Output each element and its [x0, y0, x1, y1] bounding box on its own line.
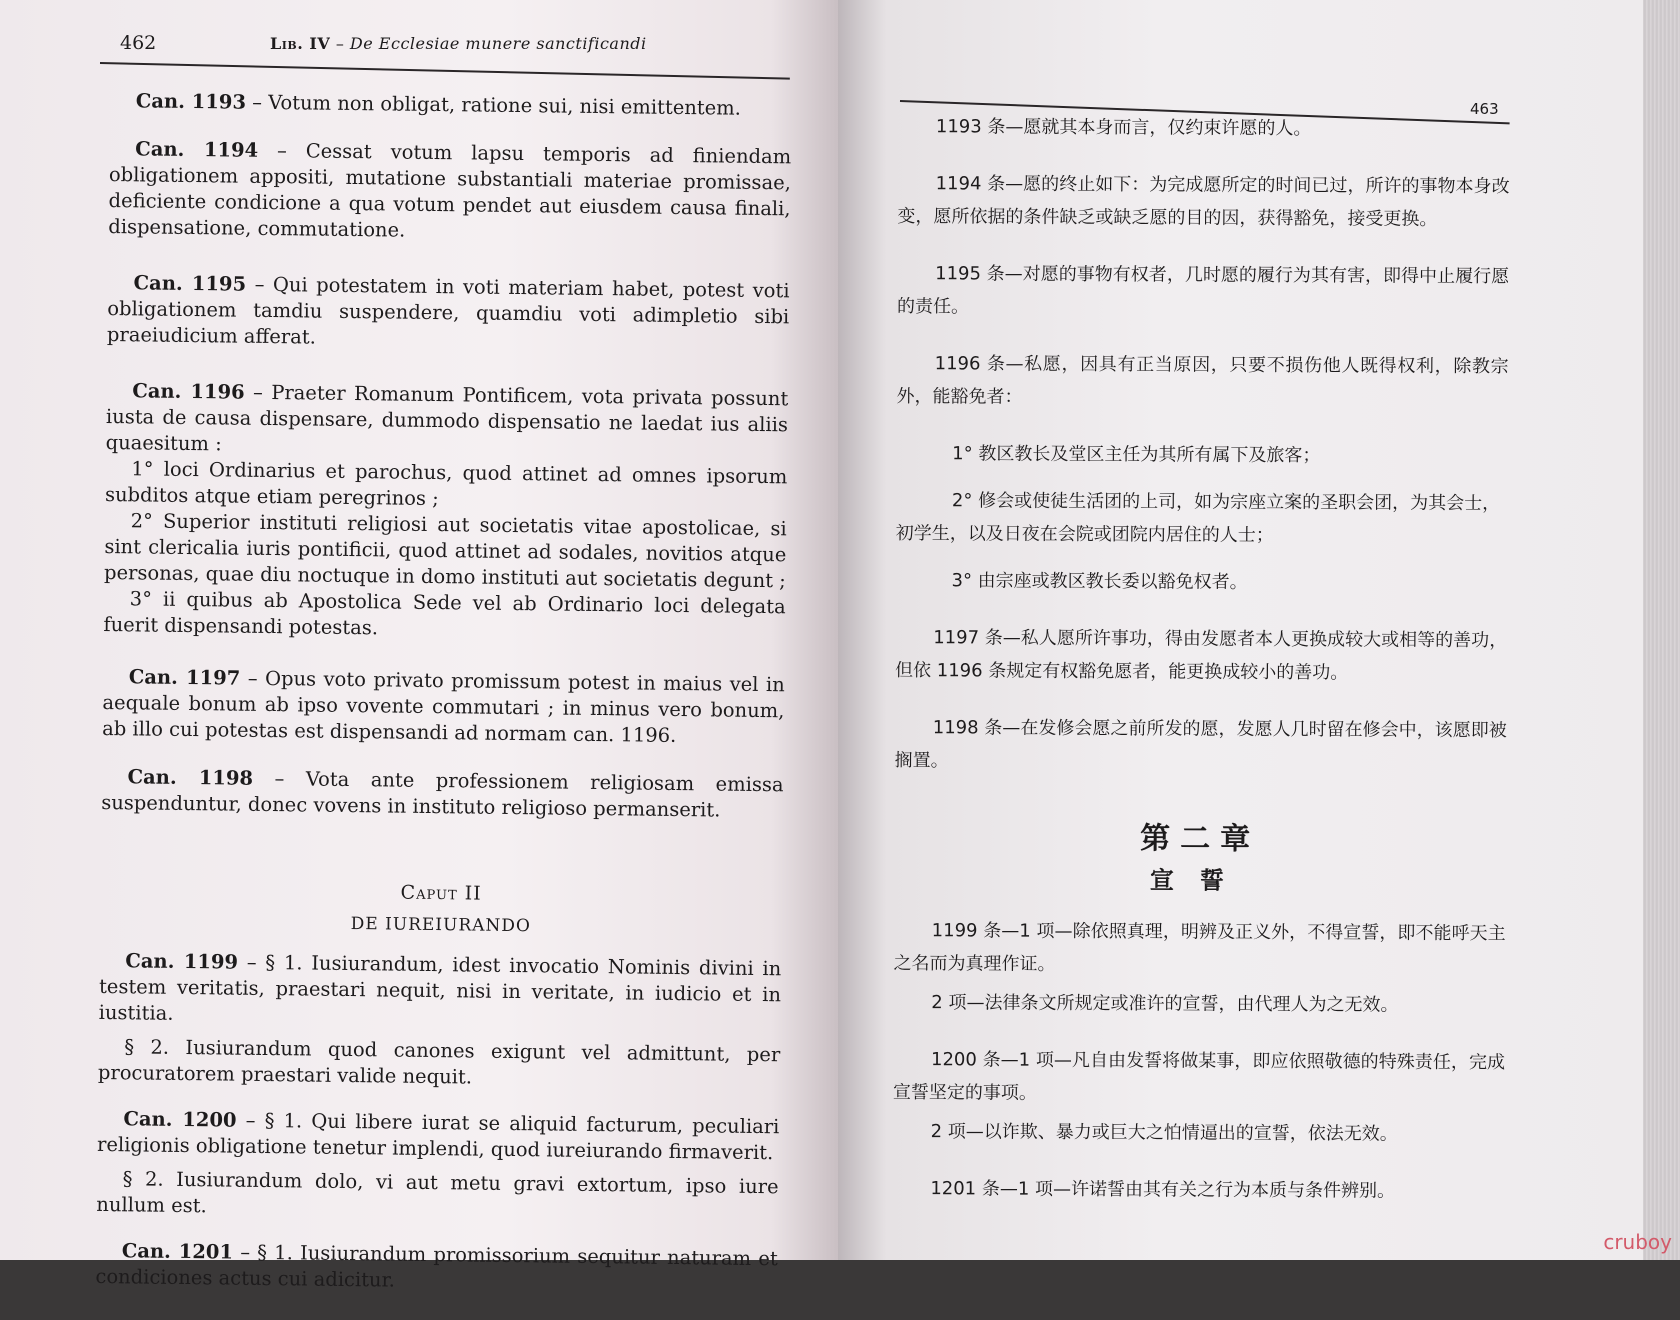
- running-head-text: De Ecclesiae munere sanctificandi: [349, 34, 647, 53]
- canon-1199: [98, 948, 782, 1094]
- canon-number: Can. 1196: [132, 379, 245, 404]
- canon-1201: [95, 1238, 778, 1298]
- zh-canon-1201-p1: 1201 条—1 项—许诺誓由其有关之行为本质与条件辨别。: [930, 1178, 1396, 1202]
- canon-1196: [103, 378, 788, 646]
- running-head-book: Lib. IV: [270, 34, 331, 53]
- canon-1196-item-3: 3° ii quibus ab Apostolica Sede vel ab Ordinario loci delegata fuerit dispensandi potestas.: [103, 587, 786, 640]
- canon-1196-item-2: 2° Superior instituti religiosi aut societatis vitae apostolicae, si sint clericalia iuris pontificii, quod attinet ad sodales, novitios atque personas, quae diu noctuque in domo instituti aut societatis degunt ;: [103, 509, 787, 593]
- canon-text: – Opus voto privato promissum potest in maius vel in aequale bonum ab ipso vovente commutari ; in minus vero bonum, ab illo cui potestas est dispensandi ad normam can. 1196.: [102, 666, 785, 747]
- zh-canon-1199-p2: 2 项—法律条文所规定或准许的宣誓，由代理人为之无效。: [931, 992, 1399, 1016]
- canon-number: Can. 1194: [135, 137, 259, 162]
- zh-canon-1196-item-3: 3° 由宗座或教区教长委以豁免权者。: [951, 570, 1248, 593]
- canon-text: – § 1. Iusiurandum promissorium sequitur naturam et condiciones actus cui adicitur.: [95, 1240, 778, 1292]
- canon-number: Can. 1193: [135, 89, 247, 114]
- zh-canon-1195: 1195 条—对愿的事物有权者，几时愿的履行为其有害，即得中止履行愿的责任。: [896, 263, 1510, 318]
- canon-text: – Qui potestatem in voti materiam habet, potest voti obligationem tamdiu suspendere, quamdiu voti adimpletio sibi praeiudicium afferat.: [106, 272, 790, 349]
- canon-paragraph-2: § 2. Iusiurandum quod canones exigunt vel admittunt, per procuratorem praestari valide nequit.: [97, 1035, 781, 1089]
- canon-number: Can. 1200: [123, 1107, 237, 1132]
- right-body: [892, 110, 1510, 1232]
- left-body: [95, 88, 792, 1320]
- canon-1197: [102, 664, 785, 750]
- page-edges: [1643, 0, 1680, 1260]
- zh-canon-1196: 1196 条—私愿，因具有正当原因，只要不损伤他人既得权利，除教宗外，能豁免者：: [896, 353, 1509, 408]
- zh-canon-1199-p1: 1199 条—1 项—除依照真理，明辨及正义外，不得宣誓，即不能呼天主之名而为真理作证。: [893, 920, 1506, 975]
- canon-1195: [107, 270, 790, 356]
- canon-text: – Cessat votum lapsu temporis ad finiendam obligationem appositi, mutatione substantiali materiae promissae, deficiente condicione a qua votum pendet aut eiusdem causa finali, dispensatione, commutatione.: [108, 138, 792, 242]
- canon-1196-item-1: 1° loci Ordinarius et parochus, quod attinet ad omnes ipsorum subditos atque etiam peregrinos ;: [104, 457, 788, 511]
- canon-text: – § 1. Qui libere iurat se aliquid facturum, peculiari religionis obligatione tenetur implendi, quod iureiurando firmaverit.: [96, 1108, 780, 1165]
- zh-chapter-label: 第二章: [1140, 821, 1261, 857]
- left-page-number: 462: [120, 32, 157, 54]
- zh-chapter-title: 宣誓: [1149, 866, 1251, 895]
- canon-text: – § 1. Iusiurandum, idest invocatio Nominis divini in testem veritatis, praestari nequit, nisi in veritate, in iudicio et in iustitia.: [98, 950, 782, 1025]
- watermark: cruboy: [1603, 1230, 1672, 1254]
- right-page-number: 463: [1470, 100, 1499, 118]
- canon-number: Can. 1195: [133, 271, 247, 296]
- canon-number: Can. 1197: [128, 665, 241, 690]
- canon-number: Can. 1201: [121, 1239, 234, 1264]
- zh-canon-1194: 1194 条—愿的终止如下：为完成愿所定的时间已过，所许的事物本身改变，愿所依据的条件缺乏或缺乏愿的目的因，获得豁免，接受更换。: [897, 173, 1510, 230]
- zh-canon-1196-item-1: 1° 教区教长及堂区主任为其所有属下及旅客；: [952, 443, 1321, 467]
- canon-number: Can. 1198: [127, 765, 254, 790]
- caput-label: Caput II: [400, 881, 482, 905]
- caput-title: DE IUREIURANDO: [350, 914, 532, 937]
- zh-canon-1198: 1198 条—在发修会愿之前所发的愿，发愿人几时留在修会中，该愿即被搁置。: [894, 717, 1507, 772]
- chapter-heading: [100, 876, 783, 942]
- zh-canon-1193: 1193 条—愿就其本身而言，仅约束许愿的人。: [935, 116, 1312, 140]
- canon-text: – Vota ante professionem religiosam emissa suspenduntur, donec vovens in instituto religioso permanserit.: [101, 766, 784, 822]
- zh-canon-1197: 1197 条—私人愿所许事功，得由发愿者本人更换成较大或相等的善功，但依 1196 条规定有权豁免愿者，能更换成较小的善功。: [895, 627, 1508, 684]
- canon-text: – Votum non obligat, ratione sui, nisi emittentem.: [245, 90, 742, 120]
- running-head-separator: –: [335, 34, 345, 53]
- running-head-title: [270, 34, 647, 53]
- zh-canon-1200-p2: 2 项—以诈欺、暴力或巨大之怕情逼出的宣誓，依法无效。: [930, 1121, 1398, 1145]
- canon-text: – Praeter Romanum Pontificem, vota privata possunt iusta de causa dispensare, dummodo dispensatio ne laedat ius aliis quaesitum :: [105, 380, 789, 456]
- zh-canon-1196-item-2: 2° 修会或使徒生活团的上司，如为宗座立案的圣职会团，为其会士，初学生，以及日夜在会院或团院内居住的人士；: [895, 490, 1501, 546]
- canon-number: Can. 1199: [125, 949, 239, 974]
- canon-1198: [101, 764, 784, 824]
- canon-1194: [108, 136, 791, 248]
- canon-1200: [96, 1106, 779, 1226]
- canon-paragraph-2: § 2. Iusiurandum dolo, vi aut metu gravi extortum, ipso iure nullum est.: [96, 1167, 779, 1218]
- zh-canon-1200-p1: 1200 条—1 项—凡自由发誓将做某事，即应依照敬德的特殊责任，完成宣誓坚定的事项。: [892, 1049, 1506, 1104]
